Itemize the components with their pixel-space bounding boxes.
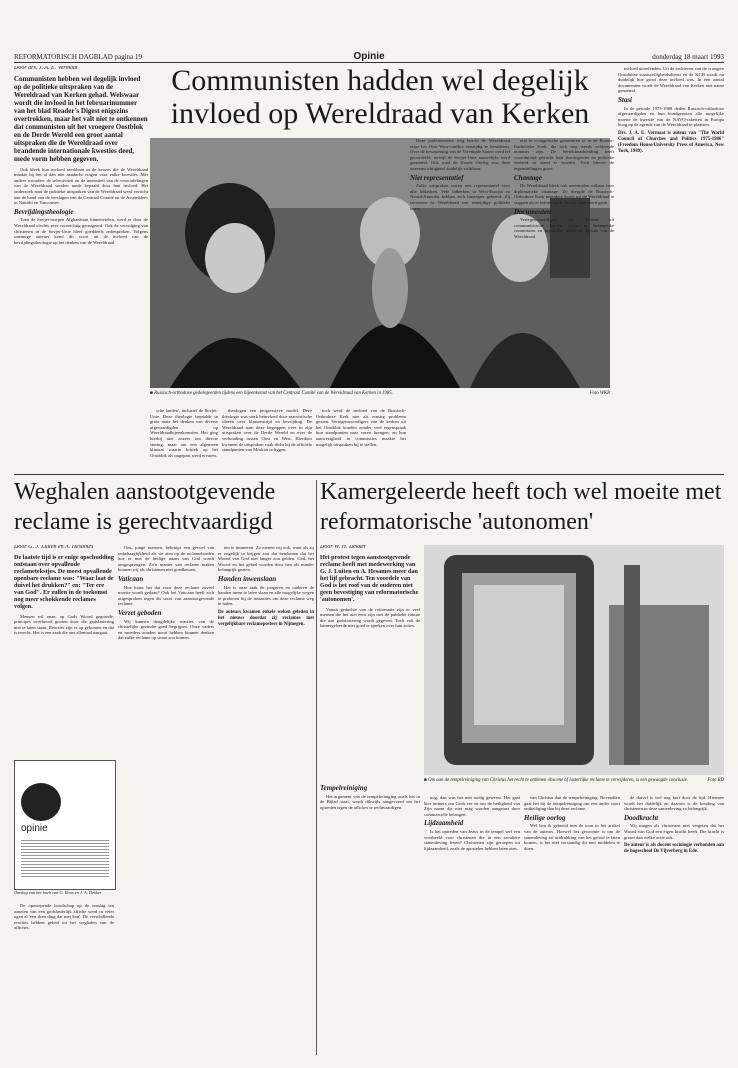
book-note: [14, 903, 114, 1053]
book-cover-top: [15, 761, 115, 783]
article1-headline: Communisten hadden wel degelijk invloed op Wereldraad van Kerken: [170, 64, 590, 130]
article1-body4: De Wereldraad bleek ook meermalen vatbaar voor diplomatieke chantage. Zo dreigde de Russisch-Orthodoxe Kerk meerdere keren uit de Wereldraad te stappen als er kritiek op de Sovjet-Unie werd geuit.: [514, 183, 614, 205]
article3-byline: Door W. H. Dekker: [320, 545, 367, 550]
article1-col6-text: Deze parlementaire weg bracht de Wereldraad ertoe het Oost-West-conflict eenzijdig te benaderen. Over de bewapening van de Verenigde Staten werd fel geoordeeld, terwijl de Sovjet-Unie nauwelijks werd genoemd. Ook rond de Koude Oorlog was deze onevenwichtigheid duidelijk zichtbaar.: [410, 138, 510, 171]
article2-byline: Door G. J. Luiten en A. Hesames: [14, 545, 94, 550]
article2-headline: Weghalen aanstootgevende reclame is gerechtvaardigd: [14, 479, 276, 535]
article1-author-note: Drs. J. A. E. Vermaat is auteur van "The World Council of Churches and Politics 1975-1986" (Freedom House/University Press of America, New York, 1989).: [618, 130, 724, 154]
article2-lead: De laatste tijd is er enige opschudding ontstaan over opvallende reclametekstjes. De meest opvallende openbare reclame was: "Waar laat de duivel het drukken?" en: "Ter ere van God". Er zullen in de toekomst nog meer schokkende reclames volgen.: [14, 553, 114, 610]
article1-sub-stasi: Stasi: [618, 95, 633, 104]
article3-col2-text: nog, dan was het niet nodig geweest. Het gaat hier immers om Gods eer en om de heiligheid van Zijn naam die niet mag worden aangetast door commerciële belangen.: [424, 795, 520, 817]
book-title: opinie: [21, 823, 48, 834]
article1-caption-text: Russisch-orthodoxe gedelegeerden tijdens een bijeenkomst van het Centraal Comité van de Wereldraad van Kerken in 1985.: [154, 391, 393, 396]
article2-col3: [218, 545, 314, 1055]
article2-col2: [118, 545, 214, 1055]
article1-col7: [514, 138, 614, 470]
page-header-left: REFORMATORISCH DAGBLAD pagina 19: [14, 53, 143, 61]
article3-caption-text: Om aan de tempelreiniging van Christus het recht te ontlenen obscene of lasterlijke reclame te verwijderen, is een gewaagde conclusie.: [428, 778, 689, 783]
article1-body6: In de periode 1975-1988 deden Russisch-orthodoxe afgevaardigden en hun bondgenoten alle mogelijke moeite de kwestie van de NAVO-raketten in Europa hoog op de agenda van de Wereldraad te plaatsen.: [618, 105, 724, 128]
article1-sub-documenten: Documenten: [514, 207, 551, 216]
article1-col1: [14, 66, 148, 470]
article2-col2-text: Ons, jonge mensen, bekruipt een gevoel van onbehaaglijkheid als we zien op de reclameborden hoe er met de heilige naam van God wordt omgesprongen. Zo'n manier van reclame maken kunnen wij als christenen niet goedkeuren.: [118, 545, 214, 573]
article3-caption: [424, 778, 724, 784]
article3-col1: [320, 545, 420, 780]
article3-body5: Wij mogen als christenen niet vergeten dat het Woord van God een eigen kracht heeft. Die kracht is groter dan welke actie ook.: [624, 823, 724, 840]
column-divider: [316, 480, 317, 1055]
section-rule: [14, 474, 724, 475]
article2-sub-handen: Handen inwenslaan: [218, 574, 277, 583]
article1-byline: Door drs. J. A. E. Vermaat: [14, 66, 78, 71]
book-note-text: De opzwepende boodschap op de omslag ten aanzien van een godslasterlijk affiche werd in veler ogen al 'een dom ding dat niet kon'. De verschillende reacties hebben geleid tot het weghalen van de affiches.: [14, 903, 114, 931]
article1-col5-text: toch werd de invloed van de Russisch-Orthodoxe Kerk niet als ernstig probleem gezien. Vertegenwoordigers van de kerken uit het Oostblok konden zonder veel tegenspraak hun standpunten naar voren brengen, en hun aanwezigheid in commissies maakte het mogelijk uitspraken bij te stellen.: [316, 408, 406, 447]
article2-body1: Mensen wil onze, op Gods Woord gegronde, principes overboord gooien door die godslastering niet te laten staan. Reacties zijn er op gekomen en dat is terecht. Het is een zaak die ons allemaal aangaat.: [14, 613, 114, 636]
article1-col4: [222, 408, 312, 470]
article1-col6: [410, 138, 510, 470]
article2-body4: Het is onze taak de jongeren en ouderen de handen ineen te laten slaan en alle mogelijke wegen te proberen bij de instanties om deze reclame weg te halen.: [218, 584, 314, 607]
caption-marker-icon: ■: [150, 391, 155, 396]
article1-col5: [316, 408, 406, 470]
article1-sub-chantage: Chantage: [514, 173, 543, 182]
article1-body1: Ook bleek hun invloed merkbaar in de keuzes die de Wereldraad maakte bij het al dan niet aandacht vragen voor zulke kwesties. Met andere woorden: de selectiviteit en de intensiteit van de veroordelingen van de Wereldraad werden mede bepaald door hun invloed. Het onderzoek naar de politieke uitspraken van de Wereldraad werd verricht aan de hand van de verslagen van de Centraal Comité en de Assemblees in Nairobi en Vancouver.: [14, 166, 148, 206]
article1-col8: [618, 66, 724, 470]
book-caption: Omslag van het boek van G. Roos en J. A. Dekker: [14, 890, 102, 895]
article3-lead: Het protest tegen aanstootgevende reclame heeft met medewerking van G. J. Luiten en A. Hesames meer dan het lijf gebracht. Ten voordele van God is het roof van de ouderen niet geen bevestiging van reformatorische 'autonomen'.: [320, 553, 419, 603]
article1-col7-text: niet in evangelische gemeenten of in de Rooms-Katholieke Kerk, die toch nog steeds voldoende nummer zijn. De Wereldraadsleiding heeft voortdurend getracht haar theologische en politieke eenheid in stand te houden. Toch bleven de tegenstellingen groot.: [514, 138, 614, 171]
article1-body5: Vertegenwoordigers van kerken uit communistische landen zaten in belangrijke commissies en bepaalden mede de agenda van de Wereldraad.: [514, 217, 614, 239]
caption-marker-icon: ■: [424, 778, 429, 783]
article3-sub-lijdzaamheid: Lijdzaamheid: [424, 819, 464, 828]
article1-col4-text: theologen een progressieve model. Deze theologie was sterk beïnvloed door marxistische ideeën over klassenstrijd en bevrijding. De Wereldraad nam deze begrippen over in zijn uitspraken over de Derde Wereld en over de verhouding tussen Oost en West. Hierdoor kwamen de uitspraken vaak dicht bij de officiële standpunten van Moskou te liggen.: [222, 408, 312, 453]
book-cover-circle: [21, 783, 61, 821]
article1-body3: Zulke uitspraken waren niet representatief voor alle lidkerken. Vele lidkerken in West-Europa en Noord-Amerika hebben zich hiertegen gekeerd. Zij verweten de Wereldraad een eenzijdige politieke koers.: [410, 183, 510, 211]
article3-photo: [424, 545, 724, 775]
article3-col1b: [320, 782, 420, 1055]
article3-col4-text: de duivel is wel nog kort door de tijd. Hiermee wordt het duidelijk en daarom is de houding van christenen in deze samenleving zo belangrijk.: [624, 795, 724, 812]
article3-sub-doodkracht: Doodkracht: [624, 813, 659, 822]
article1-col3: [150, 408, 218, 470]
article1-sub-representatief: Niet representatief: [410, 173, 464, 182]
article2-col3-text: ten te timmeren. Zo menen wij ook, want als zij er ongelijk in krijgen zou dat betekenen dat het Woord van God niet langer zou gelden. God, het Woord en het gebed worden door hen als minder belangrijk gezien.: [218, 545, 314, 573]
article2-col1: [14, 545, 114, 755]
article3-sub-tempel: Tempelreiniging: [320, 784, 368, 792]
article2-body2: Hoe komt het dat voor deze reclame zoveel moeite wordt gedaan? Ook het Vaticaan heeft zich uitgesproken tegen dit soort van aanstootgevende reclame.: [118, 584, 214, 607]
article2-sub-verzet: Verzet geboden: [118, 608, 162, 617]
article3-sub-oorlog: Heilige oorlog: [524, 813, 566, 822]
page-header-date: donderdag 18 maart 1993: [652, 53, 724, 61]
article1-body2: Toen de Sovjet-troepen Afghanistan binnenvielen, werd er door de Wereldraad slechts zeer voorzichtig gereageerd. Ook de vervolging van christenen in de Sovjet-Unie bleef goeddeels onbesproken. Volgens sommige auteurs komt dit voort uit de invloed van de bevrijdingstheologie op het denken van de Wereldraad.: [14, 217, 148, 245]
book-cover-text: [21, 838, 109, 878]
article1-col3-text: sche landen', inclusief de Sovjet-Unie. Deze theologie bepaalde in grote mate het denken van diverse afgevaardigden op Wereldraadbijeenkomsten. Het ging hierbij niet zozeer om directe sturing, maar om een algemeen klimaat waarin kritiek op het Oostblok als ongepast werd ervaren.: [150, 408, 218, 458]
article1-photo-credit: Foto WKR: [589, 391, 610, 396]
article3-headline: Kamergeleerde heeft toch wel moeite met reformatorische 'autonomen': [320, 479, 722, 535]
article2-body3: Wij kunnen deugdelijke reacties van de christelijke gezindte goed begrijpen. Onze vaders en moeders zouden nooit hebben kunnen denken dat zulke reclame op straat zou komen.: [118, 618, 214, 641]
section-title: Opinie: [353, 51, 385, 62]
header-rule: [14, 62, 724, 63]
article3-photo-credit: Foto RD: [707, 778, 724, 783]
article2-sub-vaticaan: Vaticaan: [118, 574, 144, 583]
article3-body1: Vanuit gedachte van de reformatie zijn er veel mensen die het niet eens zijn met de publieke ruimte die aan godslastering wordt gegeven. Toch valt de kamergeleerde niet goed te spreken over hun acties.: [320, 606, 420, 629]
article3-author-note: De auteur is als docent sociologie verbonden aan de hogeschool De Vijverberg in Ede.: [624, 843, 724, 855]
article3-col3: [524, 795, 620, 1055]
article3-col2: [424, 795, 520, 1055]
article3-body3: Is het optreden van Jezus in de tempel wel een voorbeeld voor christenen die in een seculiere samenleving leven? Christenen zijn geroepen tot lijdzaamheid, zoals de apostelen hebben laten zien.: [424, 828, 520, 851]
article3-col3-text: van Christus dan de tempelreiniging. Bovendien gaat het bij de tempelreiniging om een ander soort ontheiliging dan bij deze reclame.: [524, 795, 620, 812]
article1-sub-bevrijding: Bevrijdingstheologie: [14, 207, 74, 216]
article3-col4: [624, 795, 724, 1055]
article3-body2: Het argument van de tempelreiniging zoals het in de Bijbel staat, wordt dikwijls aangevoerd om het optreden tegen de affiches te rechtvaardigen.: [320, 793, 420, 810]
article2-author-note: De auteurs kwamen enkele weken geleden in het nieuws doordat zij reclames met vergelijkbare reclameposters in Nijmegen.: [218, 609, 314, 627]
article3-body4: Wel ben ik geboeid met de toon in het artikel van de auteurs. Hoewel het gewoonte is om de samenleving tot uitdrukking van het geloof te laten komen, is het niet verstandig dit met middelen te doen.: [524, 823, 620, 851]
book-cover: [14, 760, 116, 890]
article1-lead: Communisten hebben wel degelijk invloed op de politieke uitspraken van de Wereldraad van Kerken gehad. Welswaar wordt die invloed in het februarinummer van het blad Reader's Digest enigszins overtrokken, maar het valt niet te ontkennen dat communisten uit het vroegere Oostblok en de Derde Wereld een groot aantal uitspraken die de Wereldraad over brandende internationale kwesties deed, mede vorm hebben gegeven.: [14, 74, 148, 163]
article1-col8-text: invloed uitoefenden. Uit de archieven van de vroegere Oostduitse staatsveiligheidsdienst en de KGB wordt nu duidelijk hoe groot deze invloed was. In een aantal documenten wordt de Wereldraad van Kerken met name genoemd.: [618, 66, 724, 94]
poster-photo-drawing: [424, 545, 724, 775]
